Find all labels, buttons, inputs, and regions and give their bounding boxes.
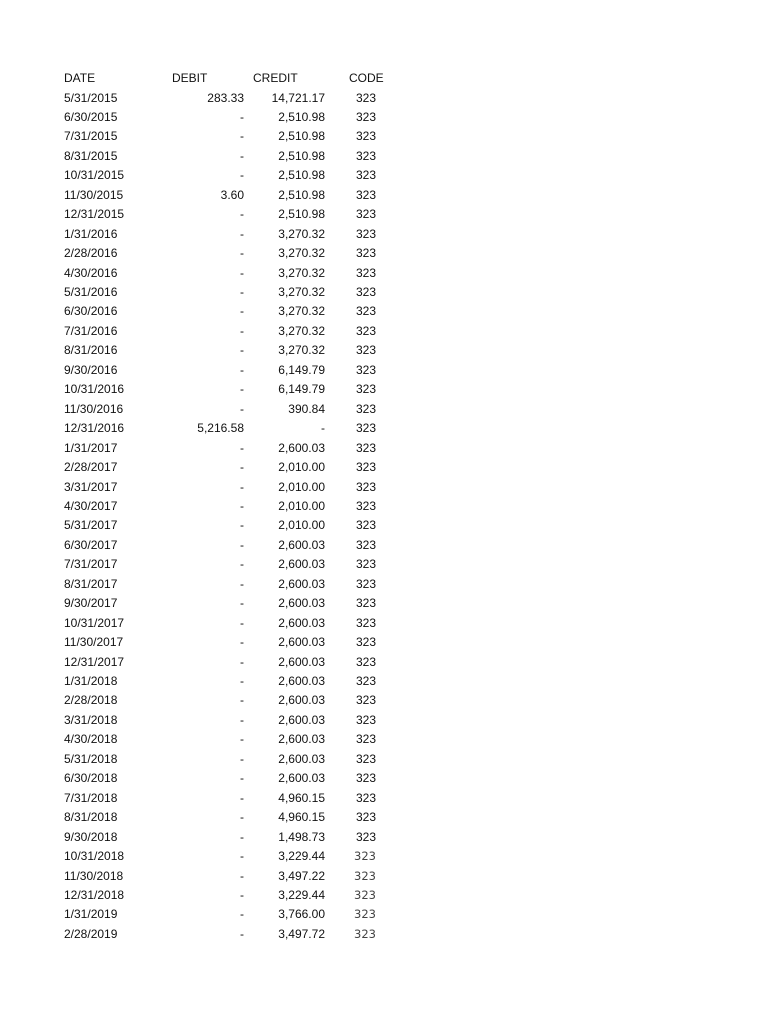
date-cell: 5/31/2015 [64, 90, 118, 105]
table-row [0, 808, 768, 827]
table-row [0, 108, 768, 127]
code-cell: 323 [355, 148, 376, 163]
table-row [0, 653, 768, 672]
code-cell: 323 [355, 246, 376, 261]
table-row [0, 789, 768, 808]
debit-cell: - [240, 401, 244, 416]
table-row [0, 400, 768, 419]
table-row [0, 886, 768, 905]
debit-cell: 283.33 [207, 90, 244, 105]
debit-cell: - [240, 810, 244, 825]
credit-cell: 2,600.03 [278, 751, 325, 766]
date-cell: 5/31/2018 [64, 751, 118, 766]
table-row [0, 516, 768, 535]
code-cell: 323 [355, 810, 376, 825]
date-cell: 10/31/2018 [64, 849, 125, 864]
code-cell: 323 [355, 498, 376, 513]
credit-cell: 3,270.32 [278, 265, 325, 280]
debit-cell: - [240, 596, 244, 611]
credit-cell: 14,721.17 [271, 90, 325, 105]
debit-cell: - [240, 285, 244, 299]
debit-cell: - [240, 907, 244, 922]
credit-cell: 3,270.32 [278, 323, 325, 338]
code-cell: 323 [355, 382, 376, 397]
date-cell: 11/30/2016 [64, 401, 124, 416]
code-cell: 323 [355, 479, 376, 494]
table-row [0, 769, 768, 788]
table-row [0, 89, 768, 108]
table-row [0, 478, 768, 497]
table-row [0, 127, 768, 146]
date-cell: 12/31/2016 [64, 421, 125, 436]
date-cell: 11/30/2015 [64, 187, 124, 202]
header-code: CODE [349, 71, 384, 85]
code-cell: 323 [355, 226, 376, 241]
table-row [0, 205, 768, 224]
code-cell: 323 [355, 460, 376, 475]
code-cell: 323 [355, 576, 376, 591]
debit-cell: - [240, 498, 244, 513]
table-row [0, 925, 768, 944]
date-cell: 4/30/2016 [64, 265, 118, 280]
date-cell: 2/28/2019 [64, 926, 118, 941]
credit-cell: 2,600.03 [278, 557, 325, 572]
date-cell: 9/30/2016 [64, 362, 118, 377]
debit-cell: - [240, 479, 244, 494]
code-cell: 323 [355, 265, 376, 280]
code-cell: 323 [355, 712, 376, 727]
credit-cell: 4,960.15 [278, 790, 325, 805]
code-cell: 323 [355, 829, 376, 844]
date-cell: 8/31/2017 [64, 576, 118, 591]
date-cell: 6/30/2015 [64, 109, 118, 124]
debit-cell: - [240, 829, 244, 844]
code-cell: 323 [354, 849, 376, 864]
code-cell: 323 [355, 440, 376, 455]
debit-cell: - [240, 109, 244, 124]
debit-cell: 5,216.58 [197, 421, 244, 436]
table-row [0, 341, 768, 360]
code-cell: 323 [355, 109, 376, 124]
credit-cell: 3,497.72 [278, 926, 325, 941]
table-row [0, 186, 768, 205]
date-cell: 12/31/2018 [64, 887, 125, 902]
table-row [0, 555, 768, 574]
credit-cell: 2,510.98 [278, 168, 325, 183]
code-cell: 323 [355, 596, 376, 611]
code-cell: 323 [355, 518, 376, 533]
date-cell: 1/31/2016 [64, 226, 118, 241]
date-cell: 6/30/2018 [64, 771, 118, 786]
debit-cell: - [240, 615, 244, 630]
code-cell: 323 [355, 751, 376, 766]
credit-cell: 1,498.73 [278, 829, 325, 844]
debit-cell: - [240, 207, 244, 222]
debit-cell: - [240, 712, 244, 727]
table-row [0, 439, 768, 458]
credit-cell: 2,510.98 [278, 148, 325, 163]
credit-cell: 2,600.03 [278, 693, 325, 708]
debit-cell: - [240, 693, 244, 708]
table-row [0, 730, 768, 749]
date-cell: 11/30/2018 [64, 868, 124, 883]
date-cell: 4/30/2017 [64, 498, 118, 513]
debit-cell: - [240, 226, 244, 241]
header-date: DATE [64, 71, 96, 85]
credit-cell: 2,600.03 [278, 771, 325, 786]
code-cell: 323 [355, 187, 376, 202]
date-cell: 12/31/2017 [64, 654, 125, 669]
debit-cell: - [240, 537, 244, 552]
code-cell: 323 [355, 615, 376, 630]
code-cell: 323 [354, 926, 376, 941]
debit-cell: - [240, 246, 244, 261]
credit-cell: 2,600.03 [278, 732, 325, 747]
code-cell: 323 [355, 362, 376, 377]
code-cell: 323 [355, 771, 376, 786]
table-row [0, 302, 768, 321]
table-row [0, 283, 768, 302]
code-cell: 323 [355, 401, 376, 416]
date-cell: 4/30/2018 [64, 732, 118, 747]
credit-cell: 3,270.32 [278, 285, 325, 299]
credit-cell: 2,600.03 [278, 537, 325, 552]
credit-cell: 3,497.22 [278, 868, 325, 883]
credit-cell: 2,010.00 [278, 518, 325, 533]
debit-cell: - [240, 129, 244, 144]
code-cell: 323 [355, 304, 376, 319]
debit-cell: - [240, 751, 244, 766]
code-cell: 323 [355, 537, 376, 552]
code-cell: 323 [355, 285, 376, 299]
date-cell: 7/31/2017 [64, 557, 118, 572]
credit-cell: 3,229.44 [278, 849, 325, 864]
debit-cell: - [240, 849, 244, 864]
code-cell: 323 [355, 421, 376, 436]
date-cell: 9/30/2018 [64, 829, 118, 844]
debit-cell: - [240, 732, 244, 747]
debit-cell: - [240, 635, 244, 650]
date-cell: 12/31/2015 [64, 207, 125, 222]
credit-cell: 2,510.98 [278, 109, 325, 124]
code-cell: 323 [355, 674, 376, 688]
date-cell: 7/31/2015 [64, 129, 118, 144]
credit-cell: 2,600.03 [278, 712, 325, 727]
table-row [0, 847, 768, 866]
date-cell: 9/30/2017 [64, 596, 118, 611]
date-cell: 7/31/2016 [64, 323, 118, 338]
credit-cell: 2,600.03 [278, 576, 325, 591]
credit-cell: 6,149.79 [278, 382, 325, 397]
debit-cell: - [240, 771, 244, 786]
debit-cell: - [240, 926, 244, 941]
table-row [0, 322, 768, 341]
table-row [0, 672, 768, 691]
date-cell: 1/31/2018 [64, 674, 118, 688]
debit-cell: - [240, 343, 244, 358]
credit-cell: 2,600.03 [278, 440, 325, 455]
date-cell: 11/30/2017 [64, 635, 124, 650]
credit-cell: 3,270.32 [278, 343, 325, 358]
credit-cell: 2,010.00 [278, 498, 325, 513]
credit-cell: 2,010.00 [278, 479, 325, 494]
table-row [0, 147, 768, 166]
date-cell: 1/31/2019 [64, 907, 118, 922]
debit-cell: 3.60 [220, 187, 244, 202]
code-cell: 323 [354, 907, 376, 922]
code-cell: 323 [355, 90, 376, 105]
credit-cell: 2,600.03 [278, 635, 325, 650]
debit-cell: - [240, 518, 244, 533]
code-cell: 323 [355, 557, 376, 572]
credit-cell: 3,270.32 [278, 246, 325, 261]
debit-cell: - [240, 362, 244, 377]
table-row [0, 244, 768, 263]
date-cell: 5/31/2017 [64, 518, 118, 533]
table-row [0, 867, 768, 886]
credit-cell: 2,600.03 [278, 654, 325, 669]
debit-cell: - [240, 654, 244, 669]
table-row [0, 225, 768, 244]
header-debit: DEBIT [172, 71, 208, 85]
table-row [0, 419, 768, 438]
debit-cell: - [240, 887, 244, 902]
date-cell: 3/31/2018 [64, 712, 118, 727]
debit-cell: - [240, 304, 244, 319]
credit-cell: 2,600.03 [278, 596, 325, 611]
code-cell: 323 [355, 323, 376, 338]
code-cell: 323 [355, 635, 376, 650]
date-cell: 2/28/2016 [64, 246, 118, 261]
table-row [0, 905, 768, 924]
table-row [0, 497, 768, 516]
code-cell: 323 [354, 887, 376, 902]
code-cell: 323 [355, 207, 376, 222]
debit-cell: - [240, 382, 244, 397]
table-row [0, 458, 768, 477]
date-cell: 2/28/2018 [64, 693, 118, 708]
table-row [0, 264, 768, 283]
debit-cell: - [240, 440, 244, 455]
credit-cell: 2,510.98 [278, 207, 325, 222]
date-cell: 8/31/2016 [64, 343, 118, 358]
date-cell: 7/31/2018 [64, 790, 118, 805]
credit-cell: 3,766.00 [278, 907, 325, 922]
date-cell: 3/31/2017 [64, 479, 118, 494]
date-cell: 6/30/2016 [64, 304, 118, 319]
debit-cell: - [240, 460, 244, 475]
credit-cell: 2,510.98 [278, 129, 325, 144]
credit-cell: 3,229.44 [278, 887, 325, 902]
code-cell: 323 [355, 790, 376, 805]
code-cell: 323 [355, 654, 376, 669]
debit-cell: - [240, 576, 244, 591]
table-row [0, 691, 768, 710]
credit-cell: 390.84 [288, 401, 325, 416]
debit-cell: - [240, 323, 244, 338]
debit-cell: - [240, 557, 244, 572]
table-row [0, 166, 768, 185]
date-cell: 5/31/2016 [64, 285, 118, 299]
table-row [0, 750, 768, 769]
credit-cell: 3,270.32 [278, 304, 325, 319]
debit-cell: - [240, 790, 244, 805]
table-row [0, 614, 768, 633]
credit-cell: 4,960.15 [278, 810, 325, 825]
table-row [0, 711, 768, 730]
code-cell: 323 [355, 168, 376, 183]
table-row [0, 536, 768, 555]
date-cell: 10/31/2015 [64, 168, 125, 183]
date-cell: 1/31/2017 [64, 440, 118, 455]
table-row [0, 380, 768, 399]
code-cell: 323 [355, 693, 376, 708]
credit-cell: 2,510.98 [278, 187, 325, 202]
table-row [0, 828, 768, 847]
code-cell: 323 [355, 129, 376, 144]
debit-cell: - [240, 148, 244, 163]
credit-cell: 6,149.79 [278, 362, 325, 377]
table-row [0, 594, 768, 613]
date-cell: 10/31/2016 [64, 382, 125, 397]
code-cell: 323 [354, 868, 376, 883]
credit-cell: 2,010.00 [278, 460, 325, 475]
code-cell: 323 [355, 732, 376, 747]
date-cell: 8/31/2015 [64, 148, 118, 163]
debit-cell: - [240, 868, 244, 883]
table-row [0, 361, 768, 380]
debit-cell: - [240, 265, 244, 280]
table-row [0, 575, 768, 594]
date-cell: 8/31/2018 [64, 810, 118, 825]
debit-cell: - [240, 674, 244, 688]
code-cell: 323 [355, 343, 376, 358]
table-row [0, 633, 768, 652]
header-row [0, 69, 768, 88]
credit-cell: - [321, 421, 325, 436]
debit-cell: - [240, 168, 244, 183]
date-cell: 2/28/2017 [64, 460, 118, 475]
credit-cell: 3,270.32 [278, 226, 325, 241]
header-credit: CREDIT [253, 71, 298, 85]
date-cell: 6/30/2017 [64, 537, 118, 552]
credit-cell: 2,600.03 [278, 674, 325, 688]
date-cell: 10/31/2017 [64, 615, 125, 630]
credit-cell: 2,600.03 [278, 615, 325, 630]
